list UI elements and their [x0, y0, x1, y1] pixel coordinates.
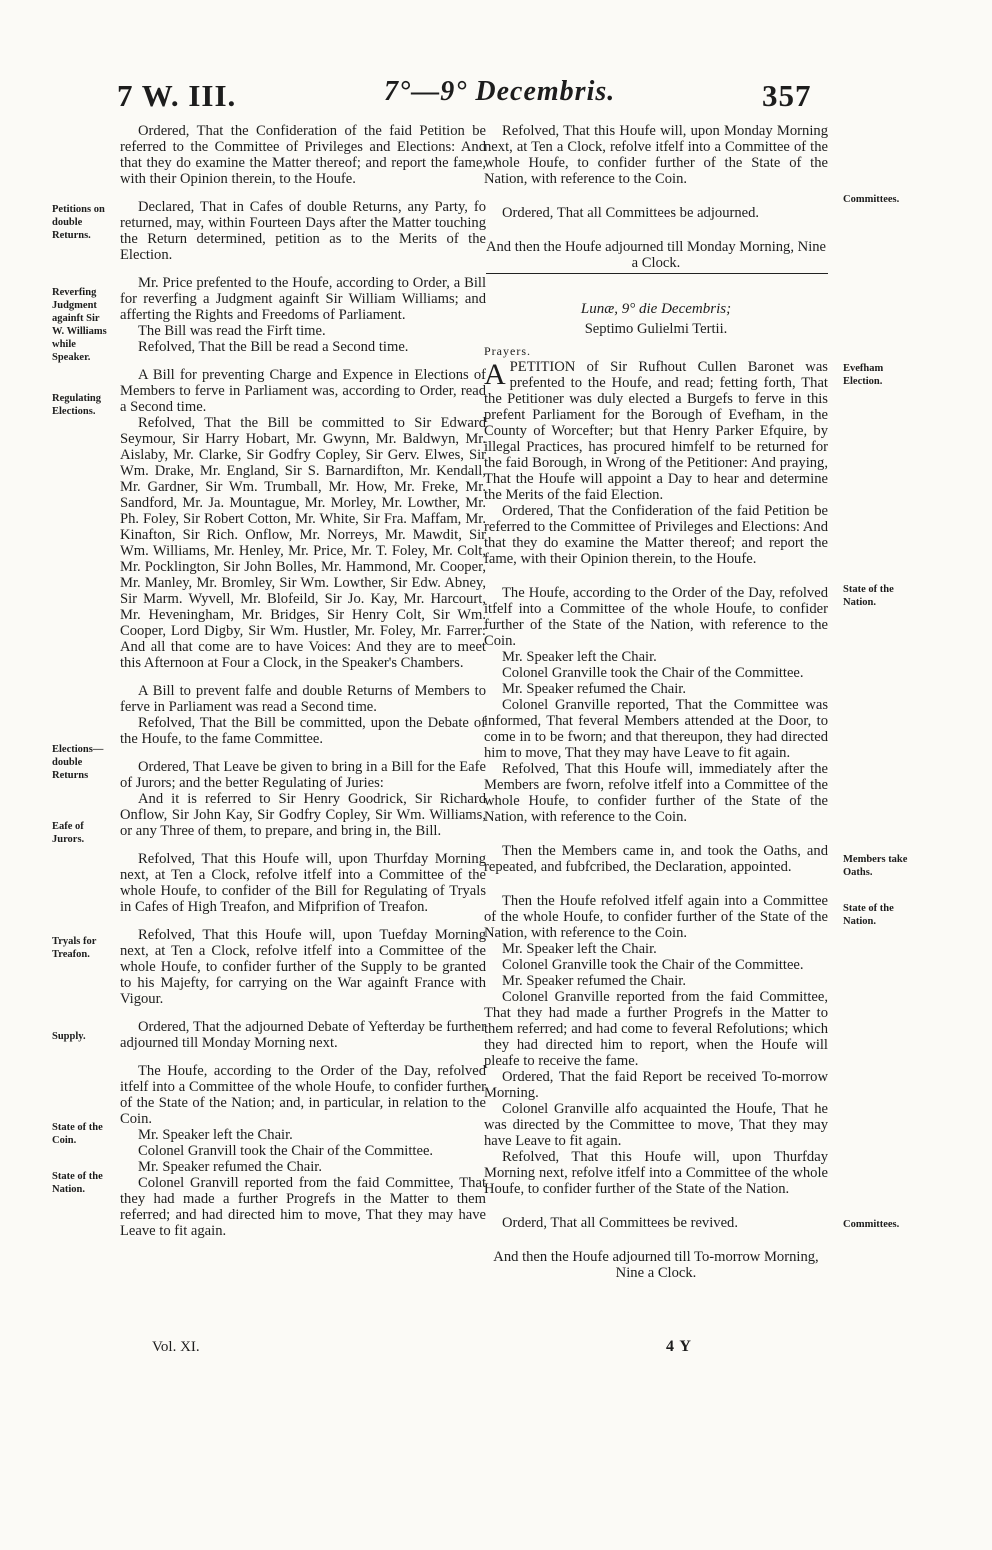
- signature-mark: 4 Y: [666, 1338, 692, 1355]
- paragraph: Mr. Speaker refumed the Chair.: [502, 681, 686, 697]
- paragraph: Colonel Granvill reported from the faid Committee, That they had made a further Progrefs in the Matter to them referred; and had directed him to move, That they may have Leave to fit again.: [120, 1175, 486, 1239]
- paragraph: Refolved, That this Houfe will, immediately after the Members are fworn, refolve itfelf into a Committee of the whole Houfe, to confider further of the State of the Nation, with reference to the Coin.: [484, 761, 828, 825]
- paragraph: Then the Houfe refolved itfelf again into a Committee of the whole Houfe, to confider further of the State of the Nation, with reference to the Coin.: [484, 893, 828, 941]
- paragraph: Ordered, That all Committees be adjourned.: [502, 205, 760, 221]
- margin-note: Committees.: [843, 194, 900, 205]
- volume-label: Vol. XI.: [152, 1339, 200, 1355]
- paragraph: Mr. Price prefented to the Houfe, according to Order, a Bill for reverfing a Judgment againft Sir William Williams; and afferting the Rights and Freedoms of Parliament.: [120, 275, 486, 323]
- paragraph: Refolved, That this Houfe will, upon Thurfday Morning next, refolve itfelf into a Committee of the whole Houfe, to confider further of the State of the Nation.: [484, 1149, 828, 1197]
- paragraph: The Bill was read the Firft time.: [138, 323, 326, 339]
- paragraph: Mr. Speaker left the Chair.: [138, 1127, 293, 1143]
- paragraph: Mr. Speaker refumed the Chair.: [502, 973, 686, 989]
- page-number: 357: [762, 78, 812, 113]
- paragraph: Ordered, That the Confideration of the faid Petition be referred to the Committee of Privileges and Elections: And that they do examine the Matter thereof; and report the fame, with their Opinion therein, to the Houfe.: [484, 503, 828, 567]
- margin-note: Reverfing Judgment againft Sir W. Williams while Speaker.: [52, 287, 107, 363]
- margin-note: Supply.: [52, 1031, 86, 1042]
- margin-note: State of the Nation.: [843, 903, 894, 927]
- regnal-year: 7 W. III.: [117, 78, 237, 113]
- section-rule: [486, 273, 828, 274]
- paragraph: A Bill to prevent falfe and double Returns of Members to ferve in Parliament was read a Second time.: [120, 683, 486, 715]
- header-date: 7°—9° Decembris.: [384, 76, 616, 107]
- paragraph: Declared, That in Cafes of double Returns, any Party, fo returned, may, within Fourteen Days after the Matter touching the Return determined, petition as to the Merits of the Election.: [120, 199, 486, 263]
- paragraph: Refolved, That this Houfe will, upon Thurfday Morning next, at Ten a Clock, refolve itfelf into a Committee of the whole Houfe, to confider of the Bill for Regulating of Tryals in Cafes of High Treafon, and Mifprifion of Treafon.: [120, 851, 486, 915]
- margin-note: Regulating Elections.: [52, 393, 102, 417]
- adjournment: And then the Houfe adjourned till To-morrow Morning, Nine a Clock.: [493, 1249, 819, 1281]
- paragraph: Colonel Granville took the Chair of the Committee.: [502, 957, 804, 973]
- paragraph: Mr. Speaker left the Chair.: [502, 649, 657, 665]
- paragraph: Refolved, That the Bill be read a Second time.: [138, 339, 409, 355]
- margin-note: State of the Nation.: [52, 1171, 103, 1195]
- left-column: [120, 123, 486, 1239]
- paragraph: Colonel Granville took the Chair of the Committee.: [502, 665, 804, 681]
- paragraph: Then the Members came in, and took the Oaths, and repeated, and fubfcribed, the Declaration, appointed.: [484, 843, 828, 875]
- paragraph: Orderd, That all Committees be revived.: [502, 1215, 739, 1231]
- committee-list: Refolved, That the Bill be committed to Sir Edward Seymour, Sir Harry Hobart, Mr. Gwynn, Mr. Baldwyn, Mr. Aislaby, Mr. Clarke, Sir Godfry Copley, Sir Gerv. Elwes, Sir Wm. Drake, Mr. England, Sir S. Barnardifton, Mr. Kendall, Mr. Gardner, Sir Wm. Trumball, Mr. How, Mr. Freke, Mr. Sandford, Mr. Ja. Mountague, Mr. Morley, Mr. Lowther, Mr. Ph. Foley, Sir Robert Cotton, Mr. White, Sir Fra. Maffam, Mr. Kinafton, Sir Rich. Onflow, Mr. Norreys, Mr. Mawdit, Sir Wm. Williams, Mr. Henley, Mr. Price, Mr. T. Foley, Mr. Colt, Mr. Pocklington, Sir John Bolles, Mr. Hammond, Mr. Cooper, Mr. Manley, Mr. Bromley, Sir Wm. Lowther, Sir Edw. Abney, Sir Marm. Wyvell, Mr. Blofeild, Sir Jo. Kay, Mr. Harcourt, Mr. Heveningham, Mr. Bridges, Sir Henry Colt, Sir Wm. Cooper, Lord Digby, Sir Wm. Hustler, Mr. Foley, Mr. Farrer: And all that come are to have Voices: And they are to meet this Afternoon at Four a Clock, in the Speaker's Chambers.: [120, 415, 486, 671]
- paragraph: Colonel Granville reported from the faid Committee, That they had made a further Progrefs in the Matter to them referred; and had come to feveral Refolutions; which they had directed him to report, when the Houfe will pleafe to receive the fame.: [484, 989, 828, 1069]
- margin-note: Eafe of Jurors.: [52, 821, 85, 845]
- paragraph: Refolved, That the Bill be committed, upon the Debate of the Houfe, to the fame Committee.: [120, 715, 486, 747]
- paragraph: [484, 359, 828, 503]
- margin-note: Tryals for Treafon.: [52, 936, 97, 960]
- paragraph: A Bill for preventing Charge and Expence in Elections of Members to ferve in Parliament was, according to Order, read a Second time.: [120, 367, 486, 415]
- paragraph: Mr. Speaker left the Chair.: [502, 941, 657, 957]
- margin-note: Evefham Election.: [843, 363, 884, 387]
- paragraph: Colonel Granville alfo acquainted the Houfe, That he was directed by the Committee to move, That they may have Leave to fit again.: [484, 1101, 828, 1149]
- paragraph: Colonel Granvill took the Chair of the Committee.: [138, 1143, 434, 1159]
- margin-note: State of the Nation.: [843, 584, 894, 608]
- margin-note: Committees.: [843, 1219, 900, 1230]
- paragraph: Ordered, That Leave be given to bring in a Bill for the Eafe of Jurors; and the better Regulating of Juries:: [120, 759, 486, 791]
- paragraph: Ordered, That the adjourned Debate of Yefterday be further adjourned till Monday Morning next.: [120, 1019, 486, 1051]
- drop-capital: A: [484, 358, 506, 391]
- margin-note: Members take Oaths.: [843, 854, 908, 878]
- day-heading: Lunæ, 9° die Decembris;: [580, 301, 732, 317]
- prayers-heading: Prayers.: [484, 344, 531, 358]
- paragraph: The Houfe, according to the Order of the Day, refolved itfelf into a Committee of the whole Houfe, to confider further of the State of the Nation; and, in particular, in relation to the Coin.: [120, 1063, 486, 1127]
- paragraph: Colonel Granville reported, That the Committee was informed, That feveral Members attended at the Door, to come in to be fworn; and that thereupon, they had directed him to move, That they may have Leave to fit again.: [484, 697, 828, 761]
- margin-note: Petitions on double Returns.: [52, 204, 105, 241]
- paragraph: Ordered, That the Confideration of the faid Petition be referred to the Committee of Privileges and Elections: And that they do examine the Matter thereof; and report the fame, with their Opinion therein, to the Houfe.: [120, 123, 486, 187]
- adjournment: And then the Houfe adjourned till Monday Morning, Nine a Clock.: [485, 239, 827, 271]
- reign-heading: Septimo Gulielmi Tertii.: [584, 321, 728, 337]
- margin-note: Elections—double Returns: [52, 744, 104, 781]
- petition-text: PETITION of Sir Rufhout Cullen Baronet was prefented to the Houfe, and read; fetting forth, That the Petitioner was duly elected a Burgefs to ferve in this prefent Parliament for the Borough of Evefham, in the County of Worcefter; but that Henry Parker Efquire, by illegal Practices, has procured himfelf to be returned for the faid Borough, in Wrong of the Petitioner: And praying, That the Houfe will appoint a Day to hear and determine the Merits of the faid Election.: [484, 359, 828, 503]
- paragraph: Mr. Speaker refumed the Chair.: [138, 1159, 322, 1175]
- paragraph: And it is referred to Sir Henry Goodrick, Sir Richard Onflow, Sir John Kay, Sir Godfry Copley, Sir Wm. Williams, or any Three of them, to prepare, and bring in, the Bill.: [120, 791, 486, 839]
- paragraph: The Houfe, according to the Order of the Day, refolved itfelf into a Committee of the whole Houfe, to confider further of the State of the Nation, with reference to the Coin.: [484, 585, 828, 649]
- margin-note: State of the Coin.: [52, 1122, 103, 1146]
- paragraph: Refolved, That this Houfe will, upon Monday Morning next, at Ten a Clock, refolve itfelf into a Committee of the whole Houfe, to confider further of the State of the Nation, with reference to the Coin.: [484, 123, 828, 187]
- paragraph: Ordered, That the faid Report be received To-morrow Morning.: [484, 1069, 828, 1101]
- right-column: [484, 73, 828, 1281]
- paragraph: Refolved, That this Houfe will, upon Tuefday Morning next, at Ten a Clock, refolve itfelf into a Committee of the whole Houfe, to confider further of the Supply to be granted to his Majefty, for carrying on the War againft France with Vigour.: [120, 927, 486, 1007]
